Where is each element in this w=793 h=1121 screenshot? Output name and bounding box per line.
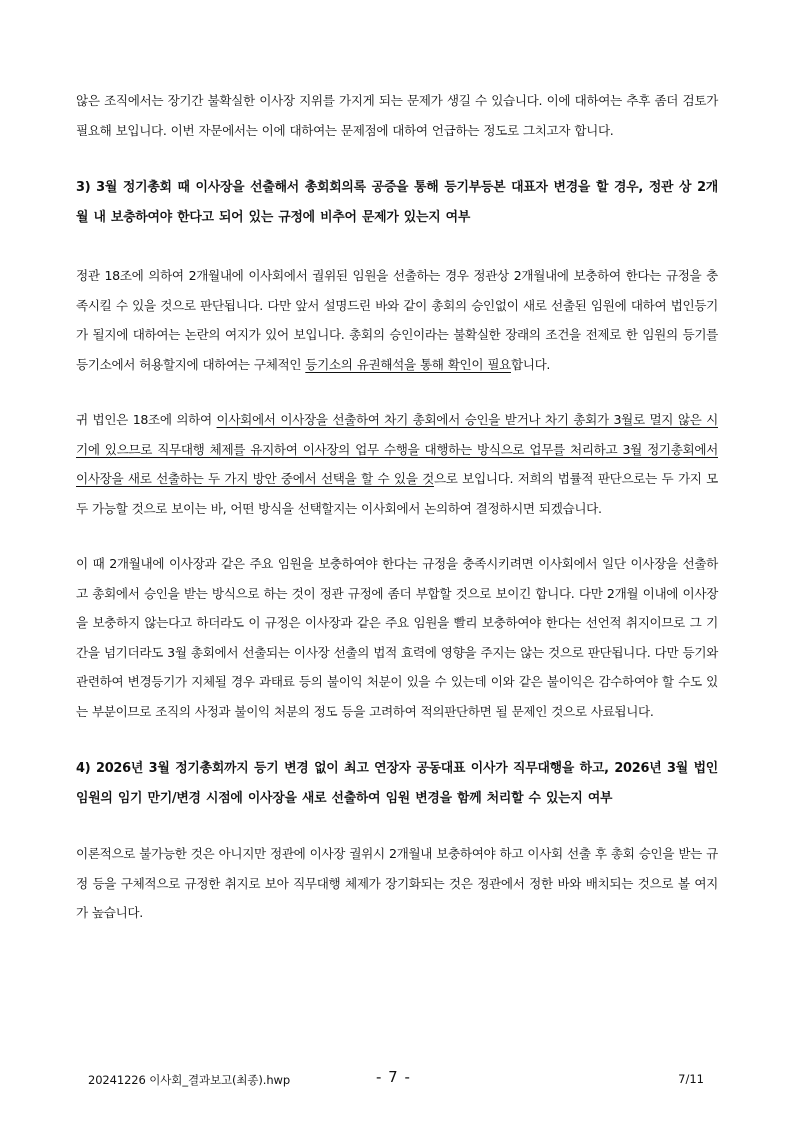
paragraph-text-end: 합니다. xyxy=(510,356,551,372)
paragraph-continuation: 않은 조직에서는 장기간 불확실한 이사장 지위를 가지게 되는 문제가 생길 수 있습니다. 이에 대하여는 추후 좀더 검토가 필요해 보입니다. 이번 자문에서는 이에 대하여는 문제점에 대하여 언급하는 정도로 그치고자 합니다. xyxy=(76,93,718,138)
footer-page-number: - 7 - xyxy=(376,1068,411,1086)
document-body xyxy=(76,86,718,928)
paragraph-text: 귀 법인은 18조에 의하여 xyxy=(76,412,217,427)
paragraph-text: 정관 18조에 의하여 2개월내에 이사회에서 궐위된 임원을 선출하는 경우 정관상 2개월내에 보충하여 한다는 규정을 충족시킬 수 있을 것으로 판단됩니다. 다만 앞서 설명드린 바와 같이 총회의 승인없이 새로 선출된 임원에 대하여 법인등기가 될지에 대하여는 논란의 여지가 있어 보입니다. 총회의 승인이라는 불확실한 장래의 조건을 전제로 한 임원의 등기를 등기소에서 허용할지에 대하여는 구체적인 xyxy=(76,268,718,372)
paragraph-two-month-rule: 이 때 2개월내에 이사장과 같은 주요 임원을 보충하여야 한다는 규정을 충족시키려면 이사회에서 일단 이사장을 선출하고 총회에서 승인을 받는 방식으로 하는 것이 정관 규정에 좀더 부합할 것으로 보이긴 합니다. 다만 2개월 이내에 이사장을 보충하지 않는다고 하더라도 이 규정은 이사장과 같은 주요 임원을 빨리 보충하여야 한다는 선언적 취지이므로 그 기간을 넘기더라도 3월 총회에서 선출되는 이사장 선출의 법적 효력에 영향을 주지는 않는 것으로 판단됩니다. 다만 등기와 관련하여 변경등기가 지체될 경우 과태료 등의 불이익 처분이 있을 수 있는데 이와 같은 불이익은 감수하여야 할 수도 있는 부분이므로 조직의 사정과 불이익 처분의 정도 등을 고려하여 적의판단하면 될 문제인 것으로 사료됩니다. xyxy=(76,556,718,719)
paragraph-acting-director: 이론적으로 불가능한 것은 아니지만 정관에 이사장 궐위시 2개월내 보충하여야 하고 이사회 선출 후 총회 승인을 받는 규정 등을 구체적으로 규정한 취지로 보아 직무대행 체제가 장기화되는 것은 정관에서 정한 바와 배치되는 것으로 볼 여지가 높습니다. xyxy=(76,846,718,920)
section-heading-3: 3) 3월 정기총회 때 이사장을 선출해서 총회회의록 공증을 통해 등기부등본 대표자 변경을 할 경우, 정관 상 2개월 내 보충하여야 한다고 되어 있는 규정에 비추어 문제가 있는지 여부 xyxy=(76,180,718,225)
footer-page-count: 7/11 xyxy=(678,1072,704,1086)
paragraph-text-end: 으로 보입니다. 저희의 법률적 판단으로는 두 가지 모두 가능할 것으로 보이는 바, 어떤 방식을 선택할지는 이사회에서 논의하여 결정하시면 되겠습니다. xyxy=(76,471,718,516)
paragraph-article-18 xyxy=(76,261,718,379)
section-heading-4: 4) 2026년 3월 정기총회까지 등기 변경 없이 최고 연장자 공동대표 이사가 직무대행을 하고, 2026년 3월 법인 임원의 임기 만기/변경 시점에 이사장을 새로 선출하여 임원 변경을 함께 처리할 수 있는지 여부 xyxy=(76,761,718,806)
underlined-phrase: 이사회에서 이사장을 선출하여 차기 총회에서 승인을 받거나 차기 총회가 3월로 멀지 않은 시기에 있으므로 직무대행 체제를 유지하여 이사장의 업무 수행을 대행하는 방식으로 업무를 처리하고 3월 정기총회에서 이사장을 새로 선출하는 두 가지 방안 중에서 선택을 할 수 있을 것 xyxy=(76,412,718,486)
footer-filename: 20241226 이사회_결과보고(최종).hwp xyxy=(88,1073,291,1087)
underlined-phrase: 등기소의 유권해석을 통해 확인이 필요 xyxy=(305,356,511,372)
paragraph-two-options xyxy=(76,405,718,523)
